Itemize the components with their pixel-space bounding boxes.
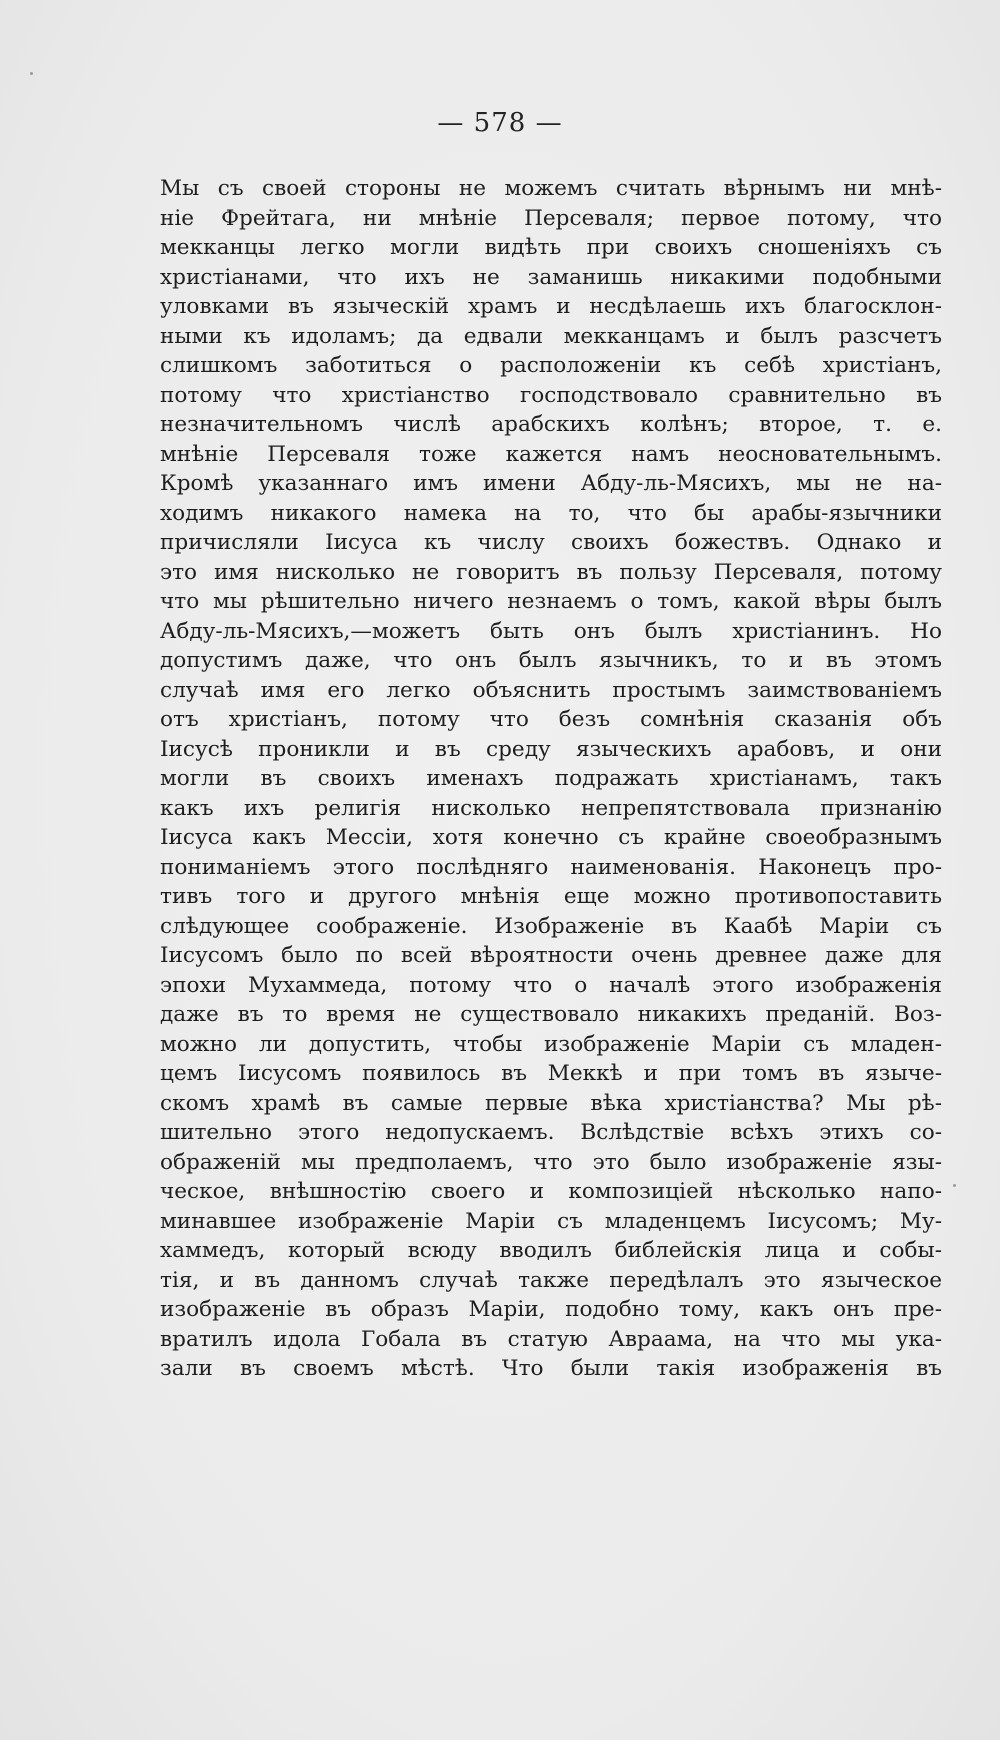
text-line: потому что христіанство господствовало сравнительно въ xyxy=(160,382,942,408)
text-line: ображеній мы предполаемъ, что это было изображеніе язы- xyxy=(160,1149,942,1175)
paper-speck xyxy=(953,1184,956,1187)
text-line: минавшее изображеніе Маріи съ младенцемъ Іисусомъ; Му- xyxy=(160,1208,942,1234)
text-line: слѣдующее соображеніе. Изображеніе въ Каабѣ Маріи съ xyxy=(160,913,942,939)
text-line: ными къ идоламъ; да едвали мекканцамъ и былъ разсчетъ xyxy=(160,323,942,349)
paper-speck xyxy=(30,72,33,75)
text-line: могли въ своихъ именахъ подражать христіанамъ, такъ xyxy=(160,766,942,791)
text-line: Іисусомъ было по всей вѣроятности очень древнее даже для xyxy=(160,943,942,968)
text-line: мнѣніе Персеваля тоже кажется намъ неосновательнымъ. xyxy=(160,441,942,467)
text-line: незначительномъ числѣ арабскихъ колѣнъ; второе, т. е. xyxy=(160,412,942,437)
text-line: ходимъ никакого намека на то, что бы арабы-язычники xyxy=(160,500,942,526)
text-line: можно ли допустить, чтобы изображеніе Маріи съ младен- xyxy=(160,1031,942,1057)
text-line: Іисуса какъ Мессіи, хотя конечно съ крайне своеобразнымъ xyxy=(160,825,942,850)
text-line: ческое, внѣшностію своего и композиціей нѣсколько напо- xyxy=(160,1179,942,1204)
text-line: скомъ храмѣ въ самые первые вѣка христіанства? Мы рѣ- xyxy=(160,1090,942,1116)
text-line: мекканцы легко могли видѣть при своихъ сношеніяхъ съ xyxy=(160,235,942,260)
text-line: хаммедъ, который всюду вводилъ библейскія лица и собы- xyxy=(160,1238,942,1263)
text-line: что мы рѣшительно ничего незнаемъ о томъ, какой вѣры былъ xyxy=(160,589,942,614)
text-line: Мы съ своей стороны не можемъ считать вѣрнымъ ни мнѣ- xyxy=(160,176,942,201)
text-line: Кромѣ указаннаго имъ имени Абду-ль-Мясихъ, мы не на- xyxy=(160,471,942,496)
text-line: христіанами, что ихъ не заманишь никакими подобными xyxy=(160,264,942,290)
text-line: уловками въ языческій храмъ и несдѣлаешь ихъ благосклон- xyxy=(160,294,942,319)
text-line: тія, и въ данномъ случаѣ также передѣлалъ это языческое xyxy=(160,1267,942,1293)
body-text xyxy=(160,174,942,1384)
text-line: зали въ своемъ мѣстѣ. Что были такія изображенія въ xyxy=(160,1356,942,1381)
text-line: шительно этого недопускаемъ. Вслѣдствіе всѣхъ этихъ со- xyxy=(160,1120,942,1145)
text-line: отъ христіанъ, потому что безъ сомнѣнія сказанія объ xyxy=(160,707,942,732)
text-line: допустимъ даже, что онъ былъ язычникъ, то и въ этомъ xyxy=(160,648,942,673)
text-line: Абду-ль-Мясихъ,—можетъ быть онъ былъ христіанинъ. Но xyxy=(160,618,942,644)
text-line: эпохи Мухаммеда, потому что о началѣ этого изображенія xyxy=(160,972,942,998)
text-line: ніе Фрейтага, ни мнѣніе Персеваля; первое потому, что xyxy=(160,205,942,231)
text-line: даже въ то время не существовало никакихъ преданій. Воз- xyxy=(160,1002,942,1027)
text-line: слишкомъ заботиться о расположеніи къ себѣ христіанъ, xyxy=(160,353,942,378)
text-line: какъ ихъ религія нисколько непрепятствовала признанію xyxy=(160,795,942,821)
text-line: вратилъ идола Гобала въ статую Авраама, на что мы ука- xyxy=(160,1326,942,1352)
text-line: случаѣ имя его легко объяснить простымъ заимствованіемъ xyxy=(160,677,942,703)
text-line: пониманіемъ этого послѣдняго наименованія. Наконецъ про- xyxy=(160,854,942,880)
text-line: изображеніе въ образъ Маріи, подобно тому, какъ онъ пре- xyxy=(160,1297,942,1322)
page-number: — 578 — xyxy=(437,108,563,138)
text-line: цемъ Іисусомъ появилось въ Меккѣ и при томъ въ языче- xyxy=(160,1061,942,1086)
text-line: тивъ того и другого мнѣнія еще можно противопоставить xyxy=(160,884,942,909)
text-line: Іисусѣ проникли и въ среду языческихъ арабовъ, и они xyxy=(160,736,942,762)
text-line: причисляли Іисуса къ числу своихъ божествъ. Однако и xyxy=(160,530,942,555)
text-line: это имя нисколько не говоритъ въ пользу Персеваля, потому xyxy=(160,559,942,585)
